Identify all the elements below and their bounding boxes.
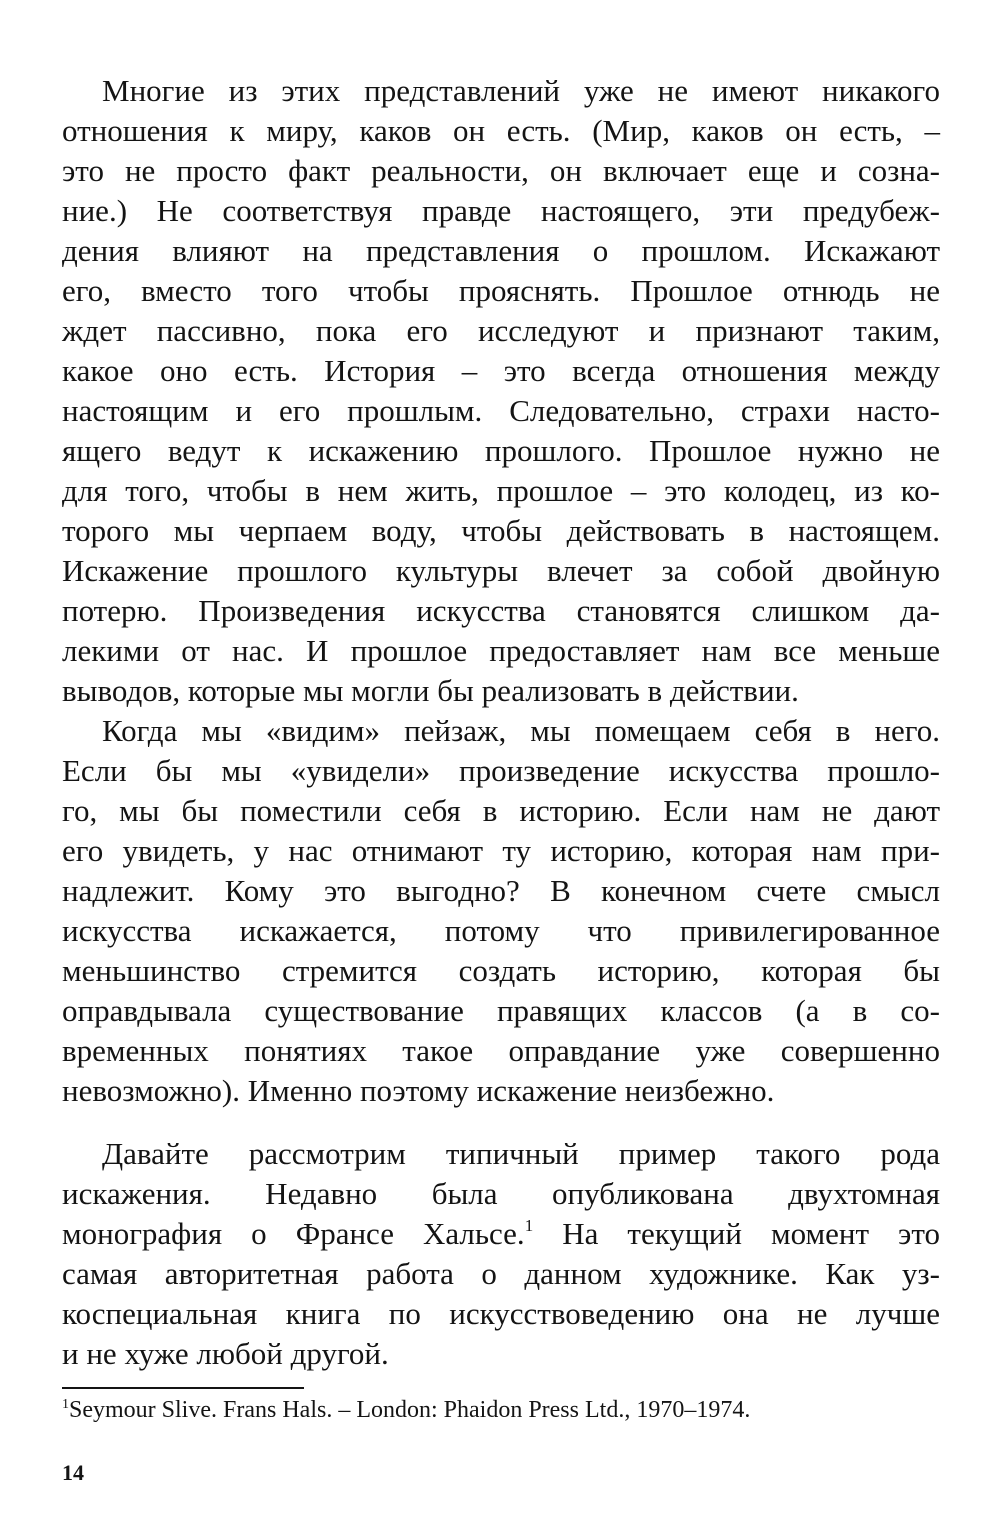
text-line: меньшинство стремится создать историю, которая бы <box>62 953 940 988</box>
text-line: ящего ведут к искажению прошлого. Прошлое нужно не <box>62 433 940 468</box>
text-segment: монография о Франсе Хальсе. <box>62 1216 525 1251</box>
text-line: его, вместо того чтобы прояснять. Прошлое отнюдь не <box>62 273 940 308</box>
text-line: коспециальная книга по искусствоведению она не лучше <box>62 1296 940 1331</box>
text-line: какое оно есть. История – это всегда отношения между <box>62 353 940 388</box>
footnote <box>62 1393 962 1427</box>
footnote-text: Seymour Slive. Frans Hals. – London: Phaidon Press Ltd., 1970–1974. <box>69 1397 751 1423</box>
text-line: потерю. Произведения искусства становятся слишком да- <box>62 593 940 628</box>
text-line: настоящим и его прошлым. Следовательно, страхи насто- <box>62 393 940 428</box>
footnote-marker: 1 <box>62 1397 69 1412</box>
text-line: это не просто факт реальности, он включает еще и созна- <box>62 153 940 188</box>
text-line: го, мы бы поместили себя в историю. Если нам не дают <box>62 793 940 828</box>
text-line: Если бы мы «увидели» произведение искусства прошло- <box>62 753 940 788</box>
text-line: для того, чтобы в нем жить, прошлое – это колодец, из ко- <box>62 473 940 508</box>
text-line: самая авторитетная работа о данном художнике. Как уз- <box>62 1256 940 1291</box>
text-line: отношения к миру, каков он есть. (Мир, каков он есть, – <box>62 113 940 148</box>
text-line: надлежит. Кому это выгодно? В конечном счете смысл <box>62 873 940 908</box>
text-line: его увидеть, у нас отнимают ту историю, которая нам при- <box>62 833 940 868</box>
text-segment: На текущий момент это <box>533 1216 940 1251</box>
text-line: Когда мы «видим» пейзаж, мы помещаем себя в него. <box>102 713 940 748</box>
text-line: ждет пассивно, пока его исследуют и признают таким, <box>62 313 940 348</box>
text-line: торого мы черпаем воду, чтобы действовать в настоящем. <box>62 513 940 548</box>
text-line: Искажение прошлого культуры влечет за собой двойную <box>62 553 940 588</box>
footnote-reference[interactable]: 1 <box>524 1216 534 1235</box>
text-line: и не хуже любой другой. <box>62 1336 389 1371</box>
footnote-divider <box>62 1387 304 1389</box>
text-line: дения влияют на представления о прошлом. Искажают <box>62 233 940 268</box>
text-line-with-footnote-ref <box>62 1214 940 1254</box>
text-line: ние.) Не соответствуя правде настоящего, эти предубеж- <box>62 193 940 228</box>
text-line: временных понятиях такое оправдание уже совершенно <box>62 1033 940 1068</box>
text-line: лекими от нас. И прошлое предоставляет нам все меньше <box>62 633 940 668</box>
text-line: Давайте рассмотрим типичный пример такого рода <box>102 1136 940 1171</box>
text-line: оправдывала существование правящих классов (а в со- <box>62 993 940 1028</box>
text-line: искажения. Недавно была опубликована двухтомная <box>62 1176 940 1211</box>
text-line: выводов, которые мы могли бы реализовать в действии. <box>62 673 799 708</box>
page-number: 14 <box>62 1460 84 1485</box>
text-line: невозможно). Именно поэтому искажение неизбежно. <box>62 1073 775 1108</box>
text-line: Многие из этих представлений уже не имеют никакого <box>102 73 940 108</box>
text-line: искусства искажается, потому что привилегированное <box>62 913 940 948</box>
